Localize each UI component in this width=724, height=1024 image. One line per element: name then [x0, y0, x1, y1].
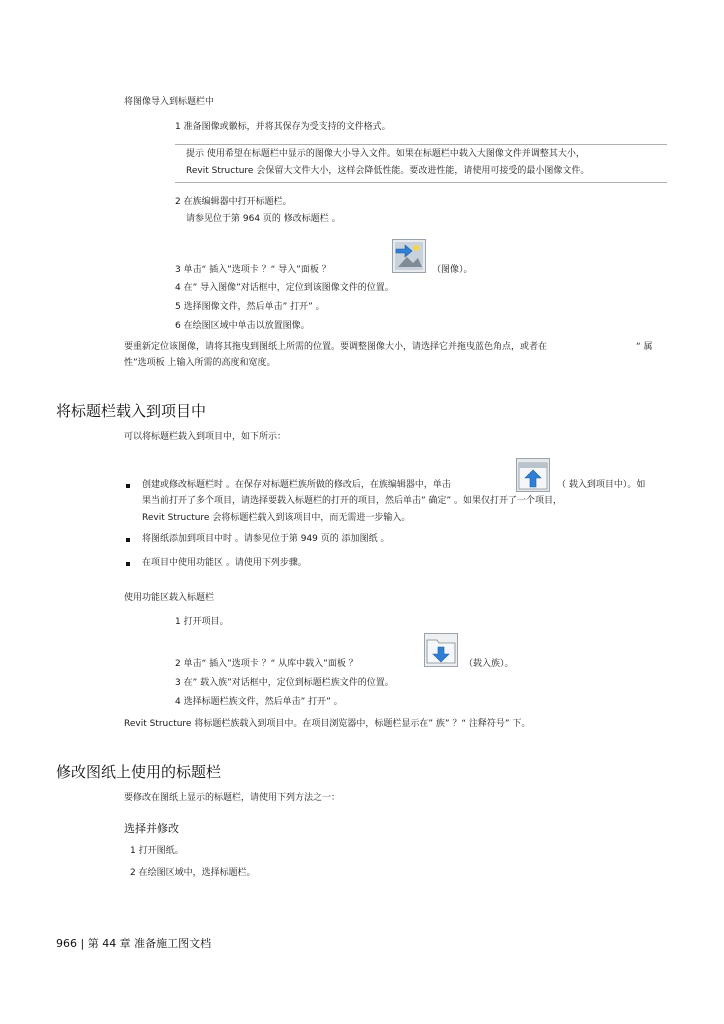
load-step-4: 4 选择标题栏族文件，然后单击” 打开” 。	[175, 697, 343, 707]
step-4: 4 在” 导入图像”对话框中，定位到该图像文件的位置。	[175, 283, 394, 293]
section-3-intro: 要修改在图纸上显示的标题栏，请使用下列方法之一：	[124, 793, 341, 803]
section-title-load-into-project: 将标题栏载入到项目中	[56, 402, 207, 420]
step-6: 6 在绘图区域中单击以放置图像。	[175, 321, 310, 331]
step-2-reference-link[interactable]: 请参见位于第 964 页的 修改标题栏 。	[186, 214, 341, 224]
load-step-1: 1 打开项目。	[175, 617, 229, 627]
bullet-2[interactable]: 将图纸添加到项目中时 。请参见位于第 949 页的 添加图纸 。	[142, 534, 390, 544]
load-family-icon	[424, 633, 458, 667]
load-step-2-label: （载入族）。	[464, 659, 514, 669]
bullet-1-line-2: 果当前打开了多个项目，请选择要载入标题栏的打开的项目，然后单击” 确定” 。如果仅打开了一个项目，	[142, 496, 563, 506]
paragraph-line-1: 要重新定位该图像，请将其拖曳到图纸上所需的位置。要调整图像大小，请选择它并拖曳蓝色角点，或者在	[124, 342, 548, 352]
section-title-modify-titleblock: 修改图纸上使用的标题栏	[56, 763, 222, 781]
sub-heading-load-via-ribbon: 使用功能区载入标题栏	[124, 593, 215, 603]
section-heading-import-image: 将图像导入到标题栏中	[124, 97, 215, 107]
note-top-rule	[175, 144, 667, 145]
bullet-dot	[126, 562, 130, 566]
step-3: 3 单击“ 插入”选项卡 ？“ 导入”面板 ？	[175, 265, 331, 275]
bullet-1-line-3: Revit Structure 会将标题栏载入到该项目中，而无需进一步输入。	[142, 513, 411, 523]
step-2: 2 在族编辑器中打开标题栏。	[175, 197, 292, 207]
bullet-1-line-1: 创建或修改标题栏时 。在保存对标题栏族所做的修改后，在族编辑器中，单击	[142, 480, 451, 490]
bullet-1-line-1-end: （ 载入到项目中）。如	[557, 480, 646, 490]
load-result: Revit Structure 将标题栏族载入到项目中。在项目浏览器中，标题栏显示在” 族” ？“ 注释符号” 下。	[124, 719, 531, 729]
step-1: 1 准备图像或徽标，并将其保存为受支持的文件格式。	[175, 122, 391, 132]
paragraph-line-2: 性”选项板 上输入所需的高度和宽度。	[124, 358, 276, 368]
note-bottom-rule	[175, 182, 667, 183]
load-step-2: 2 单击“ 插入”选项卡 ？“ 从库中载入”面板 ？	[175, 659, 358, 669]
load-step-3: 3 在” 载入族”对话框中，定位到标题栏族文件的位置。	[175, 678, 394, 688]
section-2-intro: 可以将标题栏载入到项目中，如下所示：	[124, 432, 287, 442]
modify-step-2: 2 在绘图区域中，选择标题栏。	[130, 868, 256, 878]
note-text-line-2: Revit Structure 会保留大文件大小，这样会降低性能。要改进性能，请使用可接受的最小图像文件。	[186, 166, 590, 176]
bullet-3: 在项目中使用功能区 。请使用下列步骤。	[142, 558, 307, 568]
sub-heading-select-and-modify: 选择并修改	[124, 822, 179, 835]
bullet-dot	[126, 538, 130, 542]
load-into-project-icon	[516, 458, 550, 492]
page-footer: 966 | 第 44 章 准备施工图文档	[56, 937, 212, 950]
import-image-icon	[392, 239, 426, 273]
step-3-image-label: （图像）。	[432, 265, 473, 275]
note-text-line-1: 提示 使用希望在标题栏中显示的图像大小导入文件。如果在标题栏中载入大图像文件并调整其大小，	[186, 149, 585, 159]
modify-step-1: 1 打开图纸。	[130, 846, 184, 856]
step-5: 5 选择图像文件，然后单击” 打开” 。	[175, 302, 325, 312]
bullet-dot	[126, 484, 130, 488]
paragraph-line-1-end: “ 属	[636, 342, 653, 352]
